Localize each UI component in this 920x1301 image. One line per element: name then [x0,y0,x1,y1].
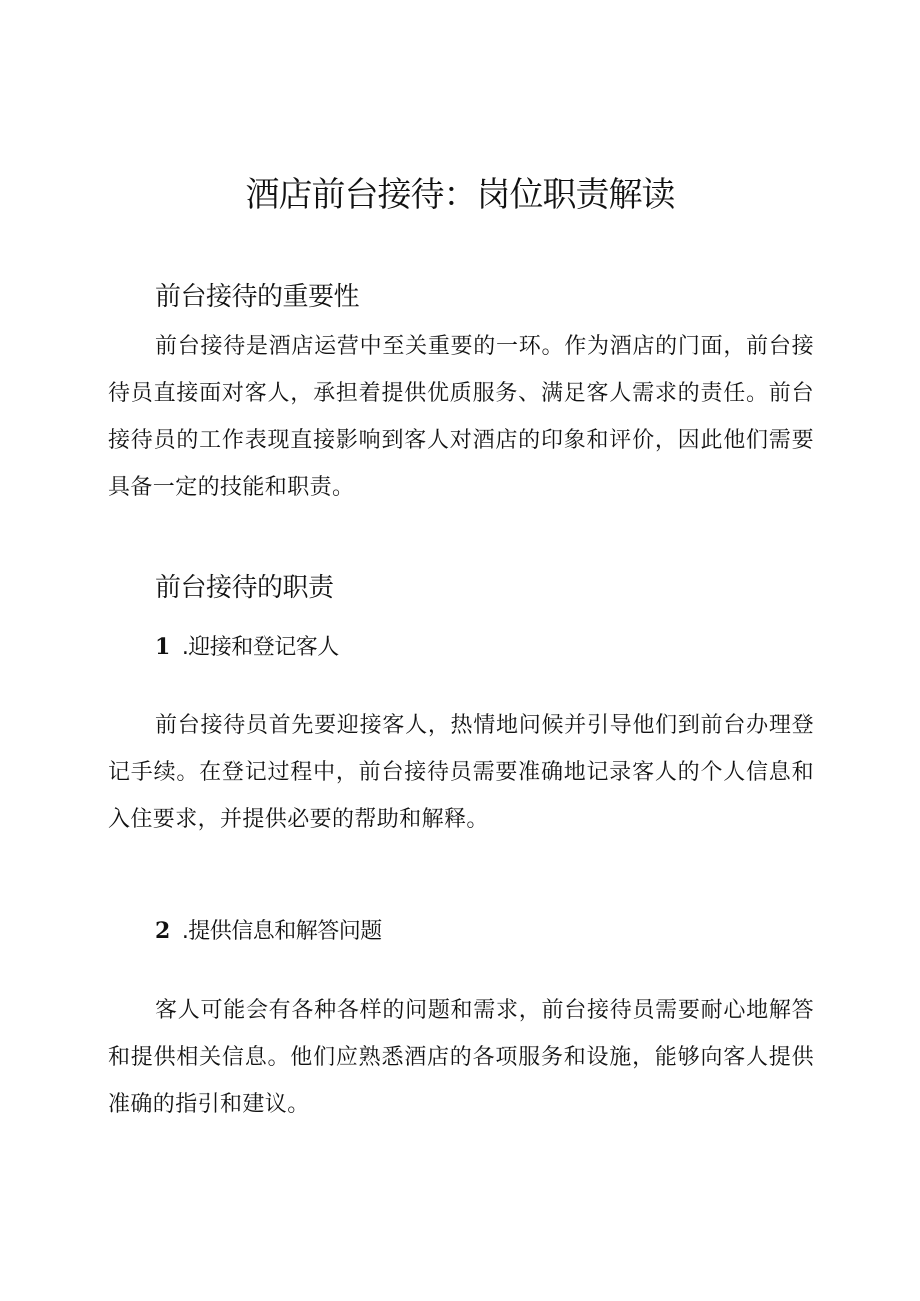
duty-item-1-heading [155,631,339,664]
duty-item-2-paragraph: 客人可能会有各种各样的问题和需求，前台接待员需要耐心地解答和提供相关信息。他们应熟悉酒店的各项服务和设施，能够向客人提供准确的指引和建议。 [108,998,814,1117]
duty-item-2-heading [155,915,382,948]
duty-item-2-title: .提供信息和解答问题 [181,919,382,944]
document-title: 酒店前台接待：岗位职责解读 [245,175,675,215]
section-heading-importance: 前台接待的重要性 [155,282,360,312]
section-paragraph-importance: 前台接待是酒店运营中至关重要的一环。作为酒店的门面，前台接待员直接面对客人，承担着提供优质服务、满足客人需求的责任。前台接待员的工作表现直接影响到客人对酒店的印象和评价，因此他们需要具备一定的技能和职责。 [108,334,814,500]
section-heading-duties: 前台接待的职责 [155,573,334,603]
duty-item-1-title: .迎接和登记客人 [181,635,339,660]
duty-item-2-number: 2 [155,918,170,944]
duty-item-1-number: 1 [155,634,170,660]
duty-item-1-paragraph: 前台接待员首先要迎接客人，热情地问候并引导他们到前台办理登记手续。在登记过程中，前台接待员需要准确地记录客人的个人信息和入住要求，并提供必要的帮助和解释。 [108,713,814,832]
